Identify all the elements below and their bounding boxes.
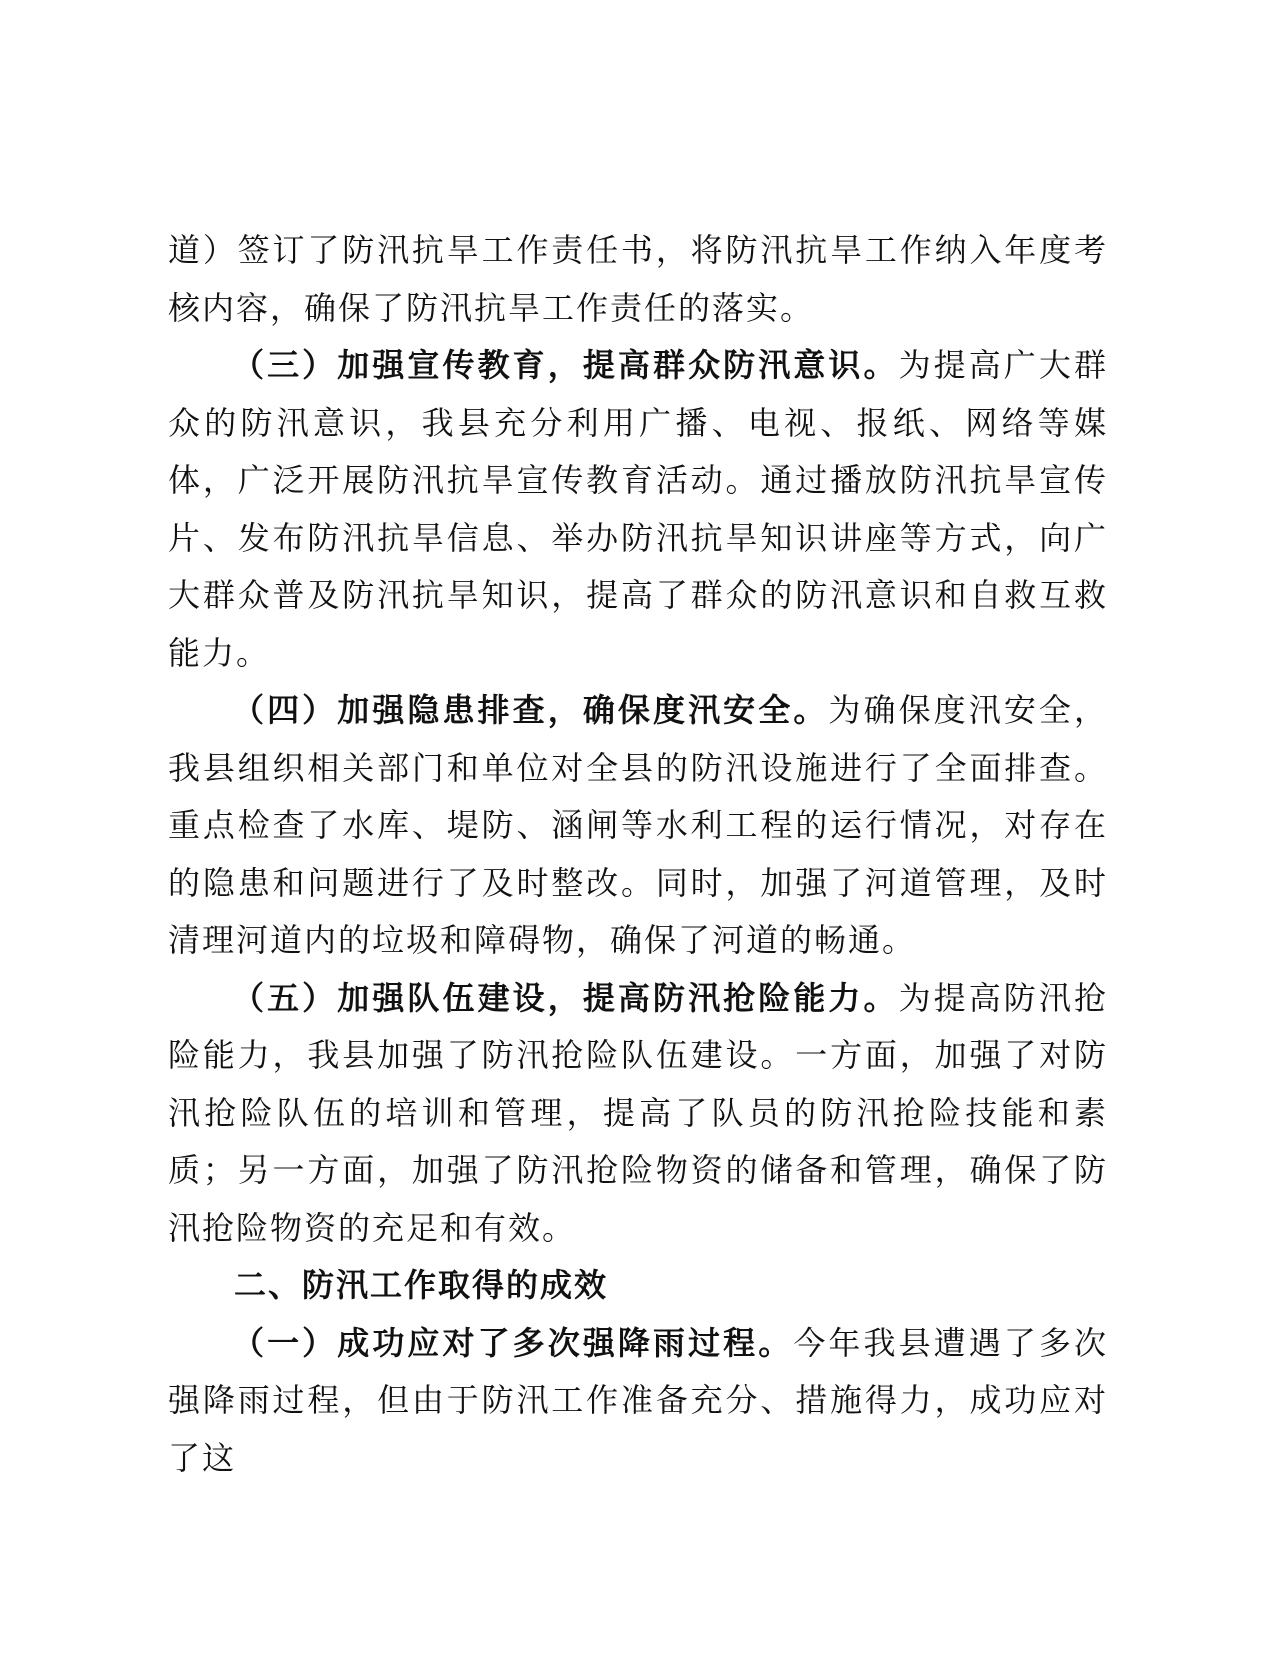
paragraph-team-building xyxy=(168,970,1108,1258)
paragraph-lead: （三）加强宣传教育，提高群众防汛意识。 xyxy=(232,346,899,384)
paragraph-text: 今年我县遭遇了多次强降雨过程，但由于防汛工作准备充分、措施得力，成功应对了这 xyxy=(168,1323,1108,1477)
paragraph-text: 道）签订了防汛抗旱工作责任书，将防汛抗旱工作纳入年度考核内容，确保了防汛抗旱工作责任的落实。 xyxy=(168,231,1108,327)
paragraph-continuation xyxy=(168,222,1108,337)
section-heading: 二、防汛工作取得的成效 xyxy=(234,1266,609,1304)
paragraph-lead: （一）成功应对了多次强降雨过程。 xyxy=(232,1323,794,1362)
paragraph-publicity-education xyxy=(168,337,1108,682)
paragraph-lead: （五）加强队伍建设，提高防汛抢险能力。 xyxy=(232,978,899,1017)
paragraph-hazard-inspection xyxy=(168,682,1108,970)
paragraph-text: 为提高防汛抢险能力，我县加强了防汛抢险队伍建设。一方面，加强了对防汛抢险队伍的培训和管理，提高了队员的防汛抢险技能和素质；另一方面，加强了防汛抢险物资的储备和管理，确保了防汛抢险物资的充足和有效。 xyxy=(168,978,1108,1247)
paragraph-heavy-rainfall xyxy=(168,1315,1108,1488)
paragraph-text: 为确保度汛安全，我县组织相关部门和单位对全县的防汛设施进行了全面排查。重点检查了水库、堤防、涵闸等水利工程的运行情况，对存在的隐患和问题进行了及时整改。同时，加强了河道管理，及时清理河道内的垃圾和障碍物，确保了河道的畅通。 xyxy=(168,691,1108,959)
document-body xyxy=(168,222,1108,1487)
paragraph-text: 为提高广大群众的防汛意识，我县充分利用广播、电视、报纸、网络等媒体，广泛开展防汛抗旱宣传教育活动。通过播放防汛抗旱宣传片、发布防汛抗旱信息、举办防汛抗旱知识讲座等方式，向广大群众普及防汛抗旱知识，提高了群众的防汛意识和自救互救能力。 xyxy=(168,346,1108,672)
paragraph-lead: （四）加强隐患排查，确保度汛安全。 xyxy=(232,691,829,729)
